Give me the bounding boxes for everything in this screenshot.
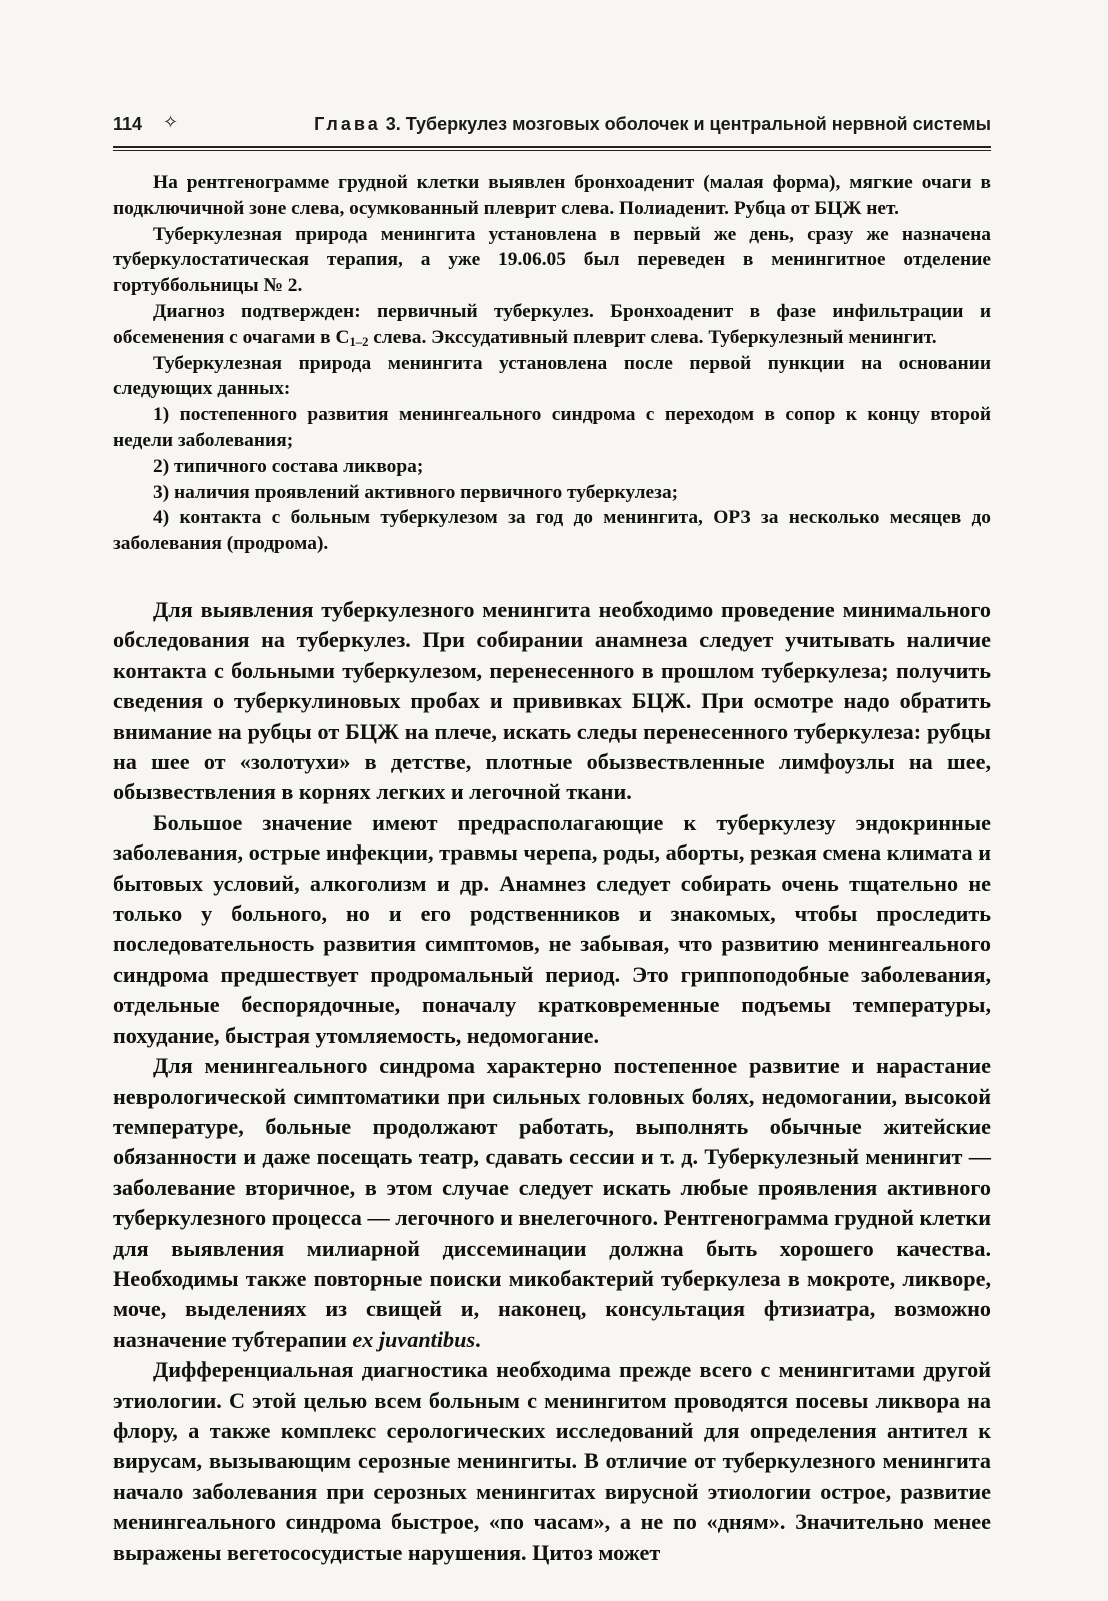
- syndrome-text-end: .: [475, 1326, 481, 1352]
- basis-item-4: 4) контакта с больным туберкулезом за год до менингита, ОРЗ за несколько месяцев до заболевания (продрома).: [113, 507, 991, 555]
- chapter-label: Глава: [314, 114, 381, 134]
- running-head: [314, 114, 991, 135]
- case-section: [113, 170, 991, 557]
- paragraph-basis-intro: Туберкулезная природа менингита установлена после первой пункции на основании следующих данных:: [113, 352, 991, 400]
- paragraph-examination: Для выявления туберкулезного менингита необходимо проведение минимального обследования на туберкулез. При собирании анамнеза следует учитывать наличие контакта с больными туберкулезом, перенесенного в прошлом туберкулеза; получить сведения о туберкулиновых пробах и прививках БЦЖ. При осмотре надо обратить внимание на рубцы от БЦЖ на плече, искать следы перенесенного туберкулеза: рубцы на шее от «золотухи» в детстве, плотные обызвествленные лимфоузлы на шее, обызвествления в корнях легких и легочной ткани.: [113, 597, 991, 805]
- paragraph-anamnesis: Большое значение имеют предрасполагающие к туберкулезу эндокринные заболевания, острые инфекции, травмы черепа, роды, аборты, резкая смена климата и бытовых условий, алкоголизм и др. Анамнез следует собирать очень тщательно не только у больного, но и его родственников и знакомых, чтобы проследить последовательность развития симптомов, не забывая, что развитию менингеального синдрома предшествует продромальный период. Это гриппоподобные заболевания, отдельные беспорядочные, поначалу кратковременные подъемы температуры, похудание, быстрая утомляемость, недомогание.: [113, 809, 991, 1048]
- basis-item-3: 3) наличия проявлений активного первичного туберкулеза;: [153, 481, 679, 503]
- page-number: 114: [113, 114, 143, 134]
- chapter-title: 3. Туберкулез мозговых оболочек и центральной нервной системы: [380, 114, 991, 134]
- latin-term: ex juvantibus: [352, 1326, 476, 1352]
- main-section: [113, 595, 991, 1568]
- paragraph-diagnosis: [113, 299, 991, 351]
- paragraph-syndrome: [113, 1051, 991, 1355]
- paragraph-therapy: Туберкулезная природа менингита установлена в первый же день, сразу же назначена туберкулостатическая терапия, а уже 19.06.05 был переведен в менингитное отделение гортуббольницы № 2.: [113, 223, 991, 297]
- basis-item-2: 2) типичного состава ликвора;: [153, 455, 424, 477]
- ornament-icon: ✧: [163, 112, 179, 132]
- diagnosis-subscript: 1–2: [349, 334, 369, 349]
- diagnosis-text: Диагноз подтвержден: первичный туберкулез. Бронхоаденит в фазе инфильтрации и обсеменения с очагами в С: [113, 300, 991, 348]
- header-rule-thick: [113, 146, 991, 148]
- header-rule-thin: [113, 150, 991, 151]
- paragraph-xray: На рентгенограмме грудной клетки выявлен бронхоаденит (малая форма), мягкие очаги в подключичной зоне слева, осумкованный плеврит слева. Полиаденит. Рубца от БЦЖ нет.: [113, 172, 991, 219]
- syndrome-text: Для менингеального синдрома характерно постепенное развитие и нарастание неврологической симптоматики при сильных головных болях, недомогании, высокой температуре, больные продолжают работать, выполнять обычные житейские обязанности и даже посещать театр, сдавать сессии и т. д. Туберкулезный менингит — заболевание вторичное, в этом случае следует искать любые проявления активного туберкулезного процесса — легочного и внелегочного. Рентгенограмма грудной клетки для выявления милиарной диссеминации должна быть хорошего качества. Необходимы также повторные поиски микобактерий туберкулеза в мокроте, ликворе, моче, выделениях из свищей и, наконец, консультация фтизиатра, возможно назначение тубтерапии: [113, 1053, 991, 1352]
- diagnosis-text-end: слева. Экссудативный плеврит слева. Туберкулезный менингит.: [368, 326, 937, 348]
- basis-item-1: 1) постепенного развития менингеального синдрома с переходом в сопор к концу второй недели заболевания;: [113, 404, 991, 451]
- paragraph-differential: Дифференциальная диагностика необходима прежде всего с менингитами другой этиологии. С этой целью всем больным с менингитом проводятся посевы ликвора на флору, а также комплекс серологических исследований для определения антител к вирусам, вызывающим серозные менингиты. В отличие от туберкулезного менингита начало заболевания при серозных менингитах вирусной этиологии острое, развитие менингеального синдрома быстрое, «по часам», а не по «дням». Значительно менее выражены вегетососудистые нарушения. Цитоз может: [113, 1357, 991, 1565]
- page-header: [113, 112, 991, 140]
